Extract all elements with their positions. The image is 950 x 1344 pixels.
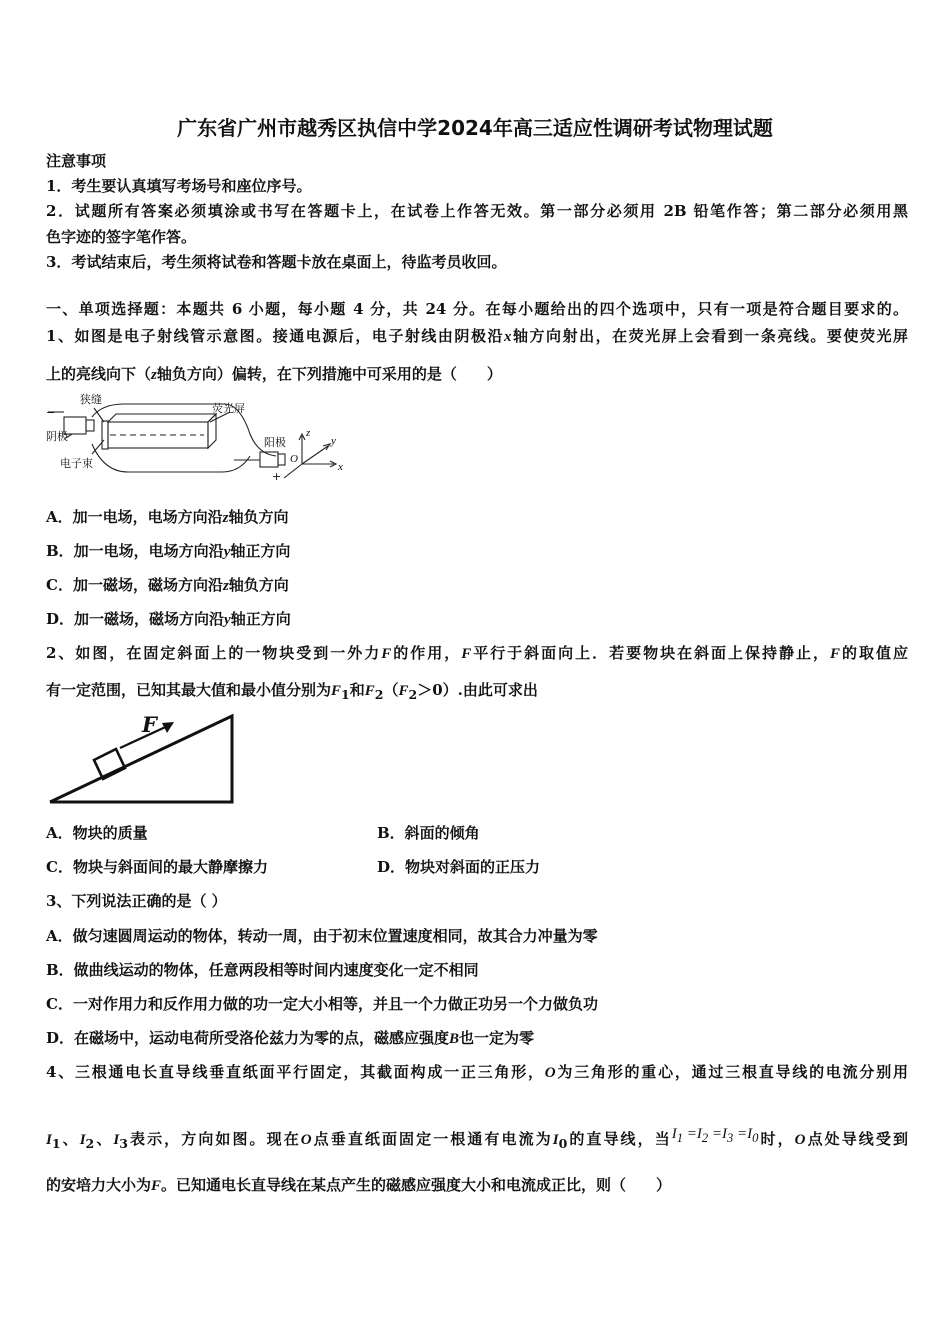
q1-option-b: B．加一电场，电场方向沿y轴正方向 — [46, 542, 291, 560]
notice-heading: 注意事项 — [46, 152, 107, 170]
z-axis-label: z — [306, 427, 311, 439]
q2-option-d: D．物块对斜面的正压力 — [377, 858, 541, 876]
q2-option-a: A．物块的质量 — [46, 824, 148, 842]
cathode-ray-tube-figure — [44, 392, 354, 484]
slit-plate — [102, 421, 108, 449]
screen-top — [108, 414, 216, 422]
slit-label: 狭缝 — [80, 393, 102, 406]
q3-option-d: D．在磁场中，运动电荷所受洛伦兹力为零的点，磁感应强度B也一定为零 — [46, 1029, 535, 1047]
q4-stem-line2: $I_1$、$I_2$、$I_3$表示，方向如图。现在O点垂直纸面固定一根通有电流为$I_0$的直导线，当$I_1 =I_2 =I_3 =I_0$时，O点处导线受到 — [46, 1126, 908, 1151]
q1-option-d: D．加一磁场，磁场方向沿y轴正方向 — [46, 610, 291, 628]
notice-item: 3．考试结束后，考生须将试卷和答题卡放在桌面上，待监考员收回。 — [46, 253, 507, 271]
x-axis-label: x — [338, 461, 343, 473]
incline-figure — [46, 712, 238, 806]
force-label: F — [142, 712, 157, 737]
q3-option-c: C．一对作用力和反作用力做的功一定大小相等，并且一个力做正功另一个力做负功 — [46, 995, 598, 1013]
notice-item: 2．试题所有答案必须填涂或书写在答题卡上，在试卷上作答无效。第一部分必须用 2B 铅笔作答；第二部分必须用黑 — [46, 202, 908, 220]
minus-sign: − — [46, 406, 56, 419]
anode-label: 阳极 — [264, 436, 286, 449]
anode-cap — [278, 454, 285, 465]
screen-label: 荧光屏 — [212, 402, 245, 415]
y-axis-label: y — [331, 435, 336, 447]
x-axis-negative — [284, 464, 302, 478]
q1-option-c: C．加一磁场，磁场方向沿z轴负方向 — [46, 576, 289, 594]
current-equality-formula: $I_1 =I_2 =I_3 =I_0$ — [671, 1126, 759, 1145]
q2-option-c: C．物块与斜面间的最大静摩擦力 — [46, 858, 268, 876]
notice-item: 色字迹的签字笔作答。 — [46, 228, 197, 246]
q4-stem-line3: 的安培力大小为F。已知通电长直导线在某点产生的磁感应强度大小和电流成正比，则（ ） — [46, 1176, 672, 1194]
plus-sign: + — [272, 470, 282, 483]
q1-stem-line1: 1、如图是电子射线管示意图。接通电源后，电子射线由阴极沿x轴方向射出，在荧光屏上会看到一条亮线。要使荧光屏 — [46, 327, 908, 345]
q4-stem-line1: 4、三根通电长直导线垂直纸面平行固定，其截面构成一正三角形，O为三角形的重心，通过三根直导线的电流分别用 — [46, 1063, 908, 1081]
q2-option-b: B．斜面的倾角 — [377, 824, 480, 842]
incline-triangle — [50, 716, 232, 802]
y-axis — [302, 446, 328, 464]
q3-option-a: A．做匀速圆周运动的物体，转动一周，由于初末位置速度相同，故其合力冲量为零 — [46, 927, 598, 945]
cathode-label: 阴极 — [46, 430, 68, 443]
q2-stem-line2: 有一定范围，已知其最大值和最小值分别为$F_1$和$F_2(F_2>0)$.由此可求出 — [46, 681, 538, 702]
q1-option-a: A．加一电场，电场方向沿z轴负方向 — [46, 508, 289, 526]
q3-option-b: B．做曲线运动的物体，任意两段相等时间内速度变化一定不相同 — [46, 961, 479, 979]
notice-item: 1．考生要认真填写考场号和座位序号。 — [46, 177, 312, 195]
q3-stem: 3、下列说法正确的是（ ） — [46, 892, 227, 910]
cathode-cap — [86, 420, 94, 431]
origin-label: O — [290, 453, 298, 465]
page-title: 广东省广州市越秀区执信中学2024年高三适应性调研考试物理试题 — [177, 116, 773, 140]
block — [94, 749, 125, 779]
q1-stem-line2: 上的亮线向下（z轴负方向）偏转，在下列措施中可采用的是（ ） — [46, 365, 502, 383]
section-heading: 一、单项选择题：本题共 6 小题，每小题 4 分，共 24 分。在每小题给出的四个选项中，只有一项是符合题目要求的。 — [46, 300, 908, 318]
beam-label: 电子束 — [60, 457, 93, 470]
q2-stem-line1: 2、如图，在固定斜面上的一物块受到一外力F的作用，F平行于斜面向上．若要物块在斜面上保持静止，F的取值应 — [46, 644, 908, 662]
